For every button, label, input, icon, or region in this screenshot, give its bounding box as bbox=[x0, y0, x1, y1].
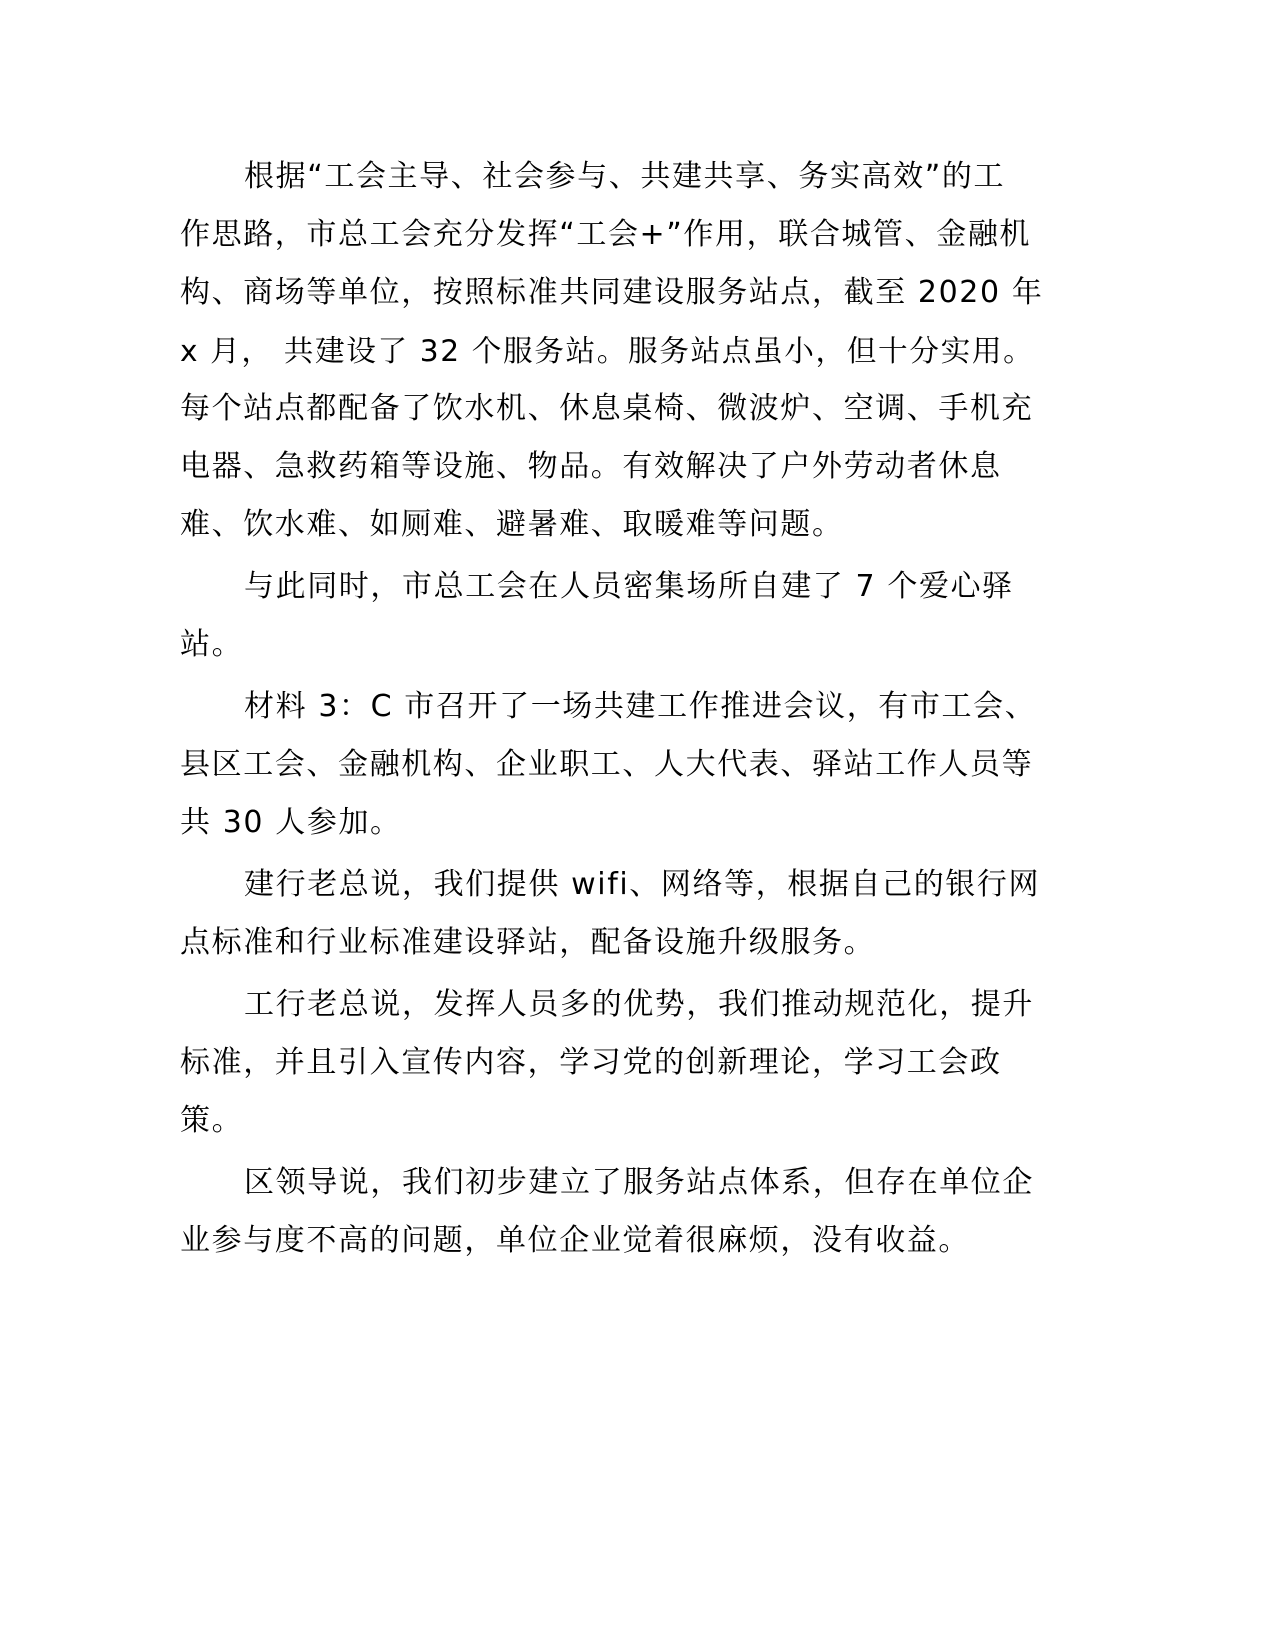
text-line: 共 30 人参加。 bbox=[180, 805, 402, 840]
text-line: 构、商场等单位，按照标准共同建设服务站点，截至 2020 年 bbox=[180, 275, 1044, 310]
paragraph-ccb-manager bbox=[180, 856, 1043, 972]
text-line: 每个站点都配备了饮水机、休息桌椅、微波炉、空调、手机充 bbox=[180, 391, 1034, 426]
text-line: 站。 bbox=[180, 627, 244, 662]
text-line: 根据“工会主导、社会参与、共建共享、务实高效”的工 bbox=[244, 159, 1006, 194]
text-line: 点标准和行业标准建设驿站，配备设施升级服务。 bbox=[180, 925, 876, 960]
paragraph-material-3 bbox=[180, 678, 1043, 852]
text-line: 与此同时，市总工会在人员密集场所自建了 7 个爱心驿 bbox=[244, 569, 1014, 604]
text-line: 策。 bbox=[180, 1103, 244, 1138]
text-line: 县区工会、金融机构、企业职工、人大代表、驿站工作人员等 bbox=[180, 747, 1034, 782]
text-line: 建行老总说，我们提供 wifi、网络等，根据自己的银行网 bbox=[244, 867, 1041, 902]
text-line: 标准，并且引入宣传内容，学习党的创新理论，学习工会政 bbox=[180, 1045, 1002, 1080]
text-line: 电器、急救药箱等设施、物品。有效解决了户外劳动者休息 bbox=[180, 449, 1002, 484]
text-line: 材料 3：C 市召开了一场共建工作推进会议，有市工会、 bbox=[244, 689, 1037, 724]
paragraph-service-stations bbox=[180, 148, 1043, 554]
text-line: x 月， 共建设了 32 个服务站。服务站点虽小，但十分实用。 bbox=[180, 333, 1035, 368]
text-line: 工行老总说，发挥人员多的优势，我们推动规范化，提升 bbox=[244, 987, 1034, 1022]
text-line: 难、饮水难、如厕难、避暑难、取暖难等问题。 bbox=[180, 507, 844, 542]
text-line: 作思路，市总工会充分发挥“工会+”作用，联合城管、金融机 bbox=[180, 217, 1032, 252]
text-line: 区领导说，我们初步建立了服务站点体系，但存在单位企 bbox=[244, 1165, 1034, 1200]
document-body bbox=[180, 148, 1043, 1274]
paragraph-district-leader bbox=[180, 1154, 1043, 1270]
paragraph-icbc-manager bbox=[180, 976, 1043, 1150]
paragraph-love-stations bbox=[180, 558, 1043, 674]
text-line: 业参与度不高的问题，单位企业觉着很麻烦，没有收益。 bbox=[180, 1223, 970, 1258]
